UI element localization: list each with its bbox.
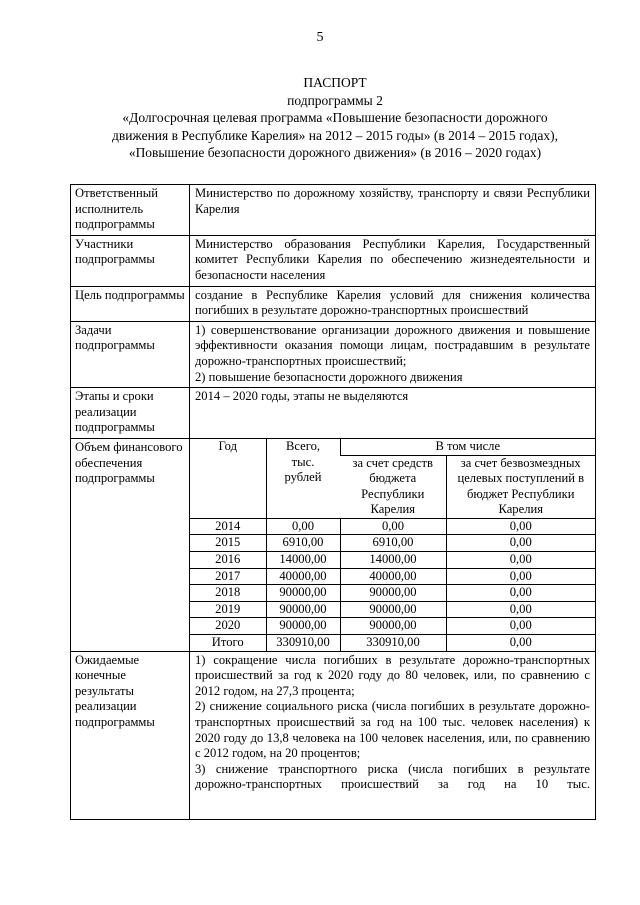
- cell-grants: 0,00: [446, 518, 595, 535]
- header-line-2: «Долгосрочная целевая программа «Повышение безопасности дорожного: [122, 110, 548, 125]
- col-year-header: Год: [218, 438, 237, 453]
- cell-total: 330910,00: [266, 635, 340, 651]
- funding-row: [190, 552, 595, 569]
- row-funding: [71, 438, 596, 651]
- results-spacer: [195, 793, 590, 817]
- row-stages: [71, 388, 596, 439]
- col-grants-header: за счет безвозмездных целевых поступлений в бюджет Республики Карелия: [446, 455, 595, 518]
- cell-year: 2017: [190, 568, 266, 585]
- label-participants: Участники подпрограммы: [71, 235, 190, 286]
- header-line-3: движения в Республике Карелия» на 2012 – 2015 годы» (в 2014 – 2015 годах),: [111, 127, 559, 143]
- cell-total: 0,00: [266, 518, 340, 535]
- cell-total: 6910,00: [266, 535, 340, 552]
- header-line-1: подпрограммы 2: [287, 92, 383, 108]
- cell-year: 2020: [190, 618, 266, 635]
- label-stages: Этапы и сроки реализации подпрограммы: [71, 388, 190, 439]
- task-item-1: 1) совершенствование организации дорожного движения и повышение эффективности оказания помощи лицам, пострадавшим в результате дорожно-транспортных происшествий;: [195, 322, 590, 368]
- cell-total: 40000,00: [266, 568, 340, 585]
- cell-budget: 90000,00: [340, 585, 446, 602]
- cell-grants: 0,00: [446, 601, 595, 618]
- cell-total: 90000,00: [266, 585, 340, 602]
- funding-row: [190, 618, 595, 635]
- row-tasks: [71, 321, 596, 387]
- cell-grants: 0,00: [446, 635, 595, 651]
- row-responsible: [71, 185, 596, 236]
- cell-budget: 90000,00: [340, 618, 446, 635]
- row-participants: [71, 235, 596, 286]
- cell-budget: 14000,00: [340, 552, 446, 569]
- cell-budget: 90000,00: [340, 601, 446, 618]
- label-goal: Цель подпрограммы: [71, 286, 190, 321]
- cell-budget: 330910,00: [340, 635, 446, 651]
- result-item-1: 1) сокращение числа погибших в результате дорожно-транспортных происшествий за год к 2020 году до 80 человек, или, по сравнению с 2012 годом, на 27,3 процента;: [195, 652, 590, 698]
- cell-total: 90000,00: [266, 601, 340, 618]
- funding-row: [190, 635, 595, 651]
- result-item-2: 2) снижение социального риска (числа погибших в результате дорожно-транспортных происшествий за год на 100 тыс. человек населения) к 2020 году до 13,8 человека на 100 человек населения, или, по сравнению с 2012 годом, на 20 процентов;: [195, 699, 590, 761]
- funding-row: [190, 535, 595, 552]
- value-goal: создание в Республике Карелия условий для снижения количества погибших в результате дорожно-транспортных происшествий: [190, 286, 596, 321]
- label-funding: Объем финансового обеспечения подпрограммы: [71, 438, 190, 651]
- cell-year: 2018: [190, 585, 266, 602]
- cell-budget: 40000,00: [340, 568, 446, 585]
- cell-grants: 0,00: [446, 585, 595, 602]
- value-participants: Министерство образования Республики Карелия, Государственный комитет Республики Карелия по обеспечению жизнедеятельности и безопасности населения: [190, 235, 596, 286]
- funding-header-row: [190, 439, 595, 455]
- cell-grants: 0,00: [446, 568, 595, 585]
- row-goal: [71, 286, 596, 321]
- cell-total: 14000,00: [266, 552, 340, 569]
- funding-row: [190, 585, 595, 602]
- value-results: [190, 651, 596, 819]
- label-responsible: Ответственный исполнитель подпрограммы: [71, 185, 190, 236]
- value-funding: [190, 438, 596, 651]
- value-responsible: Министерство по дорожному хозяйству, транспорту и связи Республики Карелия: [190, 185, 596, 236]
- cell-total: 90000,00: [266, 618, 340, 635]
- funding-row: [190, 568, 595, 585]
- cell-year: 2019: [190, 601, 266, 618]
- value-stages: 2014 – 2020 годы, этапы не выделяются: [190, 388, 596, 439]
- passport-table: [70, 184, 596, 820]
- header-line-4: «Повышение безопасности дорожного движения» (в 2016 – 2020 годах): [128, 145, 542, 160]
- label-results: Ожидаемые конечные результаты реализации подпрограммы: [71, 651, 190, 819]
- funding-table: [190, 439, 595, 651]
- col-budget-header: за счет средств бюджета Республики Карелия: [352, 455, 433, 517]
- cell-grants: 0,00: [446, 618, 595, 635]
- label-tasks: Задачи подпрограммы: [71, 321, 190, 387]
- cell-year: 2015: [190, 535, 266, 552]
- cell-year: 2016: [190, 552, 266, 569]
- cell-budget: 0,00: [340, 518, 446, 535]
- value-tasks: [190, 321, 596, 387]
- cell-grants: 0,00: [446, 535, 595, 552]
- row-results: [71, 651, 596, 819]
- funding-row: [190, 518, 595, 535]
- task-item-2: 2) повышение безопасности дорожного движения: [195, 369, 463, 384]
- cell-year: Итого: [190, 635, 266, 651]
- funding-row: [190, 601, 595, 618]
- col-total-header: Всего, тыс. рублей: [266, 439, 340, 518]
- col-including-header: В том числе: [340, 439, 595, 455]
- passport-header: [60, 74, 610, 162]
- result-item-3: 3) снижение транспортного риска (числа погибших в результате дорожно-транспортных происшествий за год на 10 тыс.: [195, 761, 590, 792]
- cell-grants: 0,00: [446, 552, 595, 569]
- page-number: 5: [316, 30, 324, 45]
- cell-year: 2014: [190, 518, 266, 535]
- cell-budget: 6910,00: [340, 535, 446, 552]
- header-title: ПАСПОРТ: [303, 75, 367, 90]
